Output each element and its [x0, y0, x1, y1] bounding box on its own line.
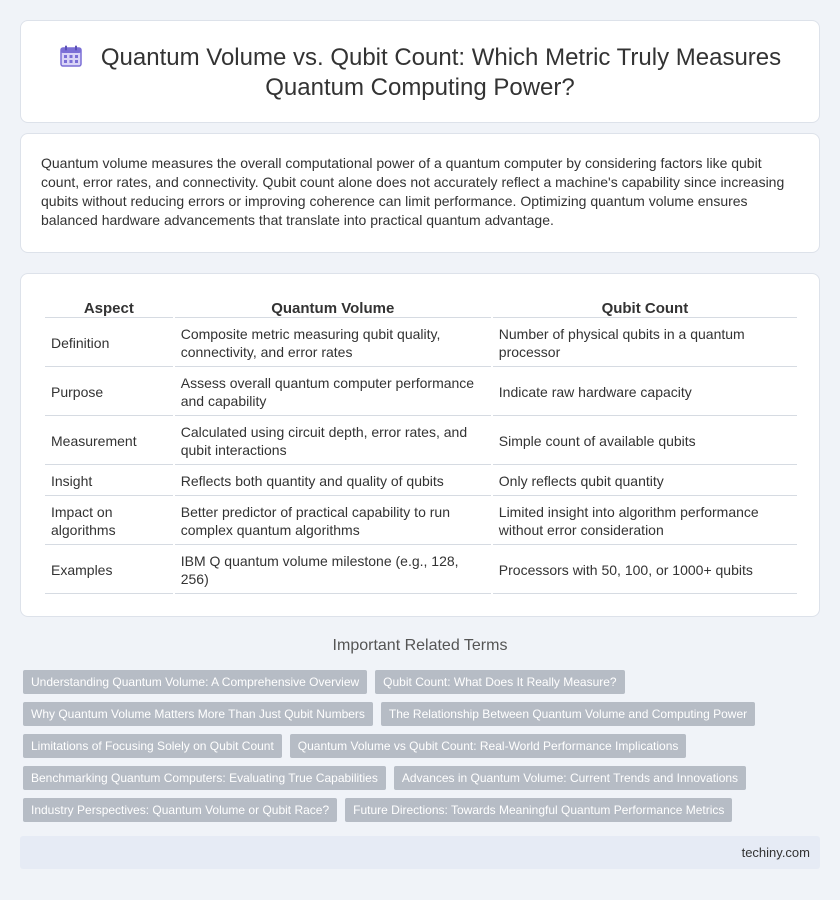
row-quantum-volume: Reflects both quantity and quality of qubits	[175, 467, 491, 496]
row-aspect: Insight	[45, 467, 173, 496]
related-term-tag[interactable]: Quantum Volume vs Qubit Count: Real-World Performance Implications	[290, 734, 687, 758]
row-aspect: Purpose	[45, 369, 173, 416]
table-row	[45, 467, 797, 496]
table-row	[45, 498, 797, 545]
title-line-1: Quantum Volume vs. Qubit Count: Which Metric Truly Measures	[100, 44, 782, 71]
related-term-tag[interactable]: The Relationship Between Quantum Volume and Computing Power	[381, 702, 755, 726]
intro-card	[20, 133, 820, 253]
row-quantum-volume: IBM Q quantum volume milestone (e.g., 128, 256)	[175, 547, 491, 594]
table-row	[45, 418, 797, 465]
row-qubit-count: Limited insight into algorithm performance without error consideration	[493, 498, 797, 545]
table-row	[45, 320, 797, 367]
row-qubit-count: Indicate raw hardware capacity	[493, 369, 797, 416]
row-quantum-volume: Calculated using circuit depth, error rates, and qubit interactions	[175, 418, 491, 465]
related-term-tag[interactable]: Why Quantum Volume Matters More Than Just Qubit Numbers	[23, 702, 373, 726]
header-aspect: Aspect	[45, 298, 173, 318]
footer-site-link[interactable]: techiny.com	[741, 845, 810, 860]
header-quantum-volume: Quantum Volume	[175, 298, 491, 318]
row-aspect: Impact on algorithms	[45, 498, 173, 545]
row-qubit-count: Number of physical qubits in a quantum processor	[493, 320, 797, 367]
comparison-table	[43, 296, 799, 596]
footer	[20, 836, 820, 869]
row-aspect: Definition	[45, 320, 173, 367]
row-aspect: Measurement	[45, 418, 173, 465]
intro-paragraph: Quantum volume measures the overall computational power of a quantum computer by considering factors like qubit count, error rates, and connectivity. Qubit count alone does not accurately reflect a machine's capability since increasing qubits without reducing errors or improving coherence can limit performance. Optimizing quantum volume ensures balanced hardware advancements that translate into practical quantum advantage.	[41, 155, 785, 228]
related-term-tag[interactable]: Future Directions: Towards Meaningful Quantum Performance Metrics	[345, 798, 732, 822]
row-qubit-count: Processors with 50, 100, or 1000+ qubits	[493, 547, 797, 594]
row-qubit-count: Only reflects qubit quantity	[493, 467, 797, 496]
related-term-tag[interactable]: Advances in Quantum Volume: Current Trends and Innovations	[394, 766, 746, 790]
title-line-2: Quantum Computing Power?	[265, 74, 575, 101]
table-header-row	[45, 298, 797, 318]
table-row	[45, 547, 797, 594]
row-quantum-volume: Better predictor of practical capability to run complex quantum algorithms	[175, 498, 491, 545]
row-quantum-volume: Composite metric measuring qubit quality, connectivity, and error rates	[175, 320, 491, 367]
related-term-tag[interactable]: Qubit Count: What Does It Really Measure?	[375, 670, 624, 694]
row-aspect: Examples	[45, 547, 173, 594]
header-card	[20, 20, 820, 123]
row-qubit-count: Simple count of available qubits	[493, 418, 797, 465]
table-row	[45, 369, 797, 416]
related-term-tag[interactable]: Benchmarking Quantum Computers: Evaluating True Capabilities	[23, 766, 386, 790]
related-term-tag[interactable]: Understanding Quantum Volume: A Comprehensive Overview	[23, 670, 367, 694]
related-term-tag[interactable]: Limitations of Focusing Solely on Qubit Count	[23, 734, 282, 758]
row-quantum-volume: Assess overall quantum computer performance and capability	[175, 369, 491, 416]
calendar-icon	[59, 44, 83, 68]
related-terms-title: Important Related Terms	[332, 637, 508, 654]
header-qubit-count: Qubit Count	[493, 298, 797, 318]
comparison-card	[20, 273, 820, 617]
related-term-tag[interactable]: Industry Perspectives: Quantum Volume or Qubit Race?	[23, 798, 337, 822]
page-title	[21, 43, 819, 103]
related-terms-list	[23, 670, 823, 830]
